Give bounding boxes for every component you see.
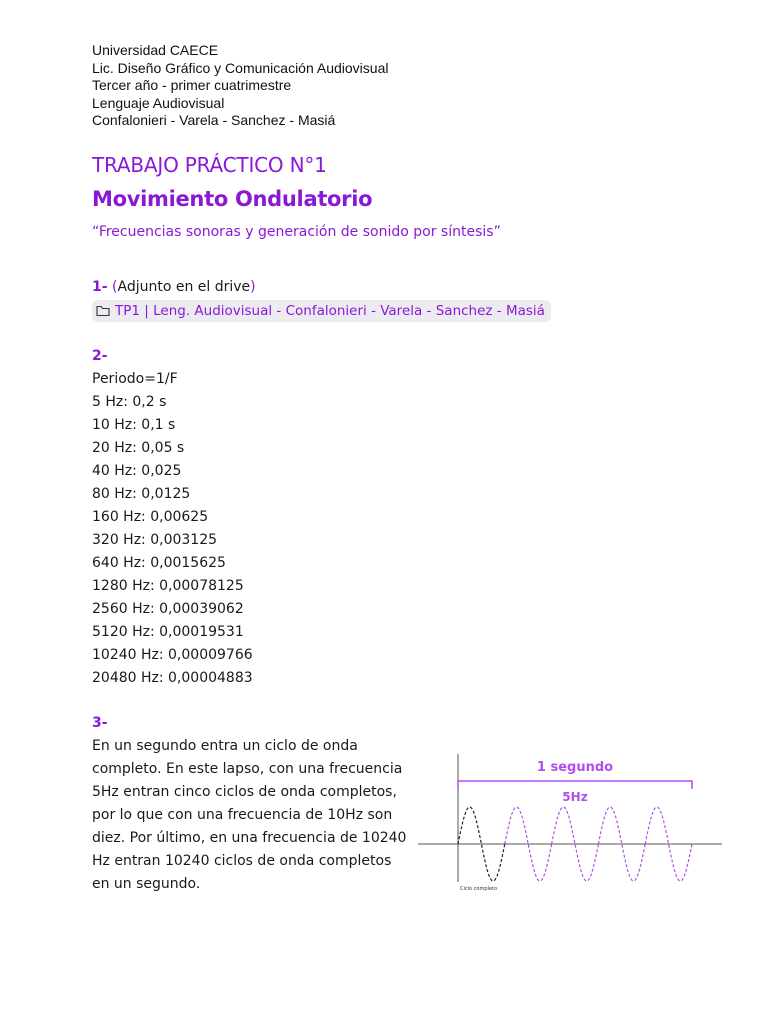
- section-1: [92, 277, 732, 323]
- header-authors: Confalonieri - Varela - Sanchez - Masiá: [92, 112, 336, 128]
- paren-open: (: [112, 278, 118, 295]
- drive-link-chip[interactable]: [92, 300, 551, 322]
- subtitle: “Frecuencias sonoras y generación de sonido por síntesis”: [92, 223, 501, 240]
- document-header: [92, 42, 732, 130]
- section-1-text: Adjunto en el drive: [117, 278, 251, 295]
- section-3-paragraph: [92, 735, 410, 896]
- folder-icon: [96, 305, 110, 317]
- period-formula: Periodo=1/F: [92, 370, 178, 387]
- label-5hz: 5Hz: [562, 790, 588, 804]
- period-row: 2560 Hz: 0,00039062: [92, 600, 244, 617]
- drive-link-text: TP1 | Leng. Audiovisual - Confalonieri - Varela - Sanchez - Masiá: [115, 302, 545, 319]
- period-row: 640 Hz: 0,0015625: [92, 554, 226, 571]
- label-ciclo-completo: Ciclo completo: [460, 886, 498, 892]
- period-row: 320 Hz: 0,003125: [92, 531, 218, 548]
- one-second-bracket: [458, 781, 692, 789]
- period-row: 10 Hz: 0,1 s: [92, 416, 176, 433]
- period-row: 5120 Hz: 0,00019531: [92, 623, 244, 640]
- period-row: 40 Hz: 0,025: [92, 462, 182, 479]
- section-1-number: 1-: [92, 278, 108, 295]
- header-university: Universidad CAECE: [92, 42, 219, 58]
- period-row: 10240 Hz: 0,00009766: [92, 646, 253, 663]
- paren-close: ): [250, 278, 256, 295]
- label-one-second: 1 segundo: [536, 760, 614, 775]
- period-row: 20 Hz: 0,05 s: [92, 439, 185, 456]
- period-row: 1280 Hz: 0,00078125: [92, 577, 244, 594]
- paragraph-line: en un segundo.: [92, 875, 201, 892]
- main-title: Movimiento Ondulatorio: [92, 186, 373, 211]
- period-row: 5 Hz: 0,2 s: [92, 393, 167, 410]
- paragraph-line: 5Hz entran cinco ciclos de onda completos,: [92, 783, 397, 800]
- paragraph-line: En un segundo entra un ciclo de onda: [92, 737, 358, 754]
- paragraph-line: diez. Por último, en una frecuencia de 10240: [92, 829, 407, 846]
- header-subject: Lenguaje Audiovisual: [92, 94, 225, 111]
- header-year: Tercer año - primer cuatrimestre: [92, 77, 292, 93]
- paragraph-line: por lo que con una frecuencia de 10Hz son: [92, 806, 393, 823]
- period-row: 160 Hz: 0,00625: [92, 508, 209, 525]
- paragraph-line: Hz entran 10240 ciclos de onda completos: [92, 852, 392, 869]
- tp-title: TRABAJO PRÁCTICO N°1: [92, 152, 327, 177]
- section-3-number: 3-: [92, 714, 108, 731]
- paragraph-line: completo. En este lapso, con una frecuencia: [92, 760, 403, 777]
- section-2: [92, 345, 732, 690]
- period-row: 80 Hz: 0,0125: [92, 485, 191, 502]
- section-2-number: 2-: [92, 347, 108, 364]
- period-row: 20480 Hz: 0,00004883: [92, 669, 253, 686]
- wave-diagram: [412, 748, 724, 900]
- header-degree: Lic. Diseño Gráfico y Comunicación Audiovisual: [92, 59, 389, 76]
